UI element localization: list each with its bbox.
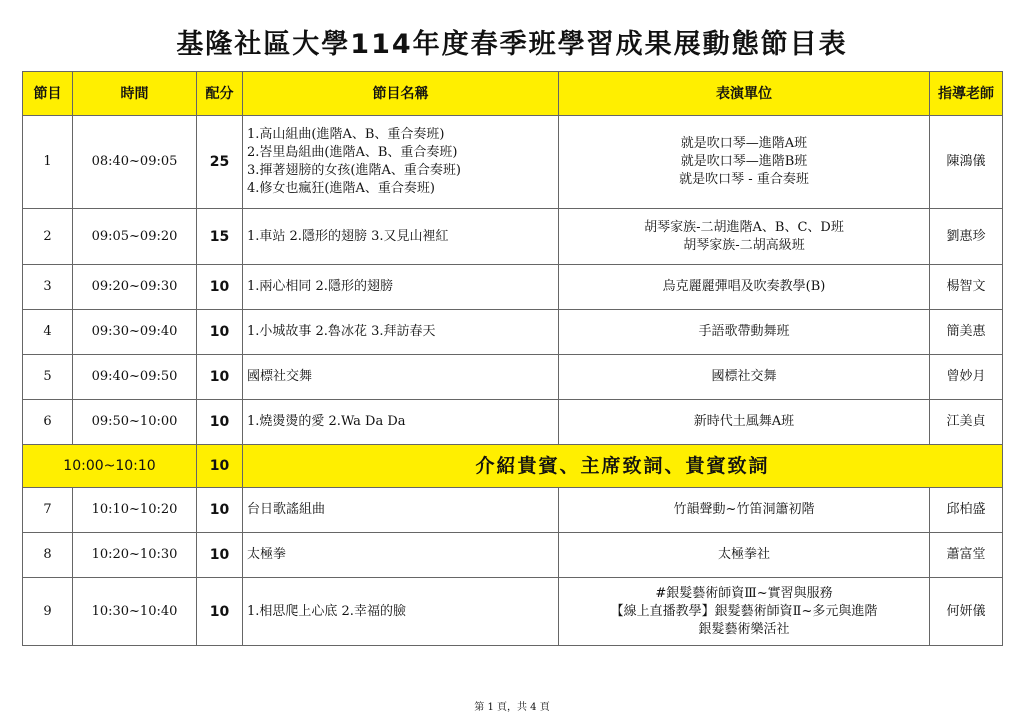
cell-unit	[559, 265, 930, 310]
cell-teacher: 邱柏盛	[930, 488, 1003, 533]
cell-unit	[559, 310, 930, 355]
cell-time: 09:20~09:30	[73, 265, 197, 310]
unit-line: 竹韻聲動~竹笛洞簫初階	[673, 502, 815, 517]
unit-line: 胡琴家族-二胡高級班	[683, 237, 805, 253]
unit-line: 就是吹口琴—進階B班	[680, 154, 808, 169]
table-row	[23, 209, 1003, 265]
cell-no: 7	[23, 488, 73, 533]
cell-program	[243, 355, 559, 400]
cell-duration: 10	[197, 265, 243, 310]
cell-program	[243, 116, 559, 209]
program-line: 3.揮著翅膀的女孩(進階A、重合奏班)	[247, 163, 461, 178]
program-line: 1.燒燙燙的愛 2.Wa Da Da	[247, 414, 406, 429]
table-row	[23, 578, 1003, 646]
cell-duration: 10	[197, 578, 243, 646]
program-line: 4.修女也瘋狂(進階A、重合奏班)	[247, 181, 435, 196]
program-line: 國標社交舞	[247, 369, 313, 384]
cell-no: 9	[23, 578, 73, 646]
unit-line: 手語歌帶動舞班	[698, 324, 790, 339]
cell-no: 3	[23, 265, 73, 310]
cell-teacher: 劉惠珍	[930, 209, 1003, 265]
cell-time: 10:10~10:20	[73, 488, 197, 533]
cell-teacher: 江美貞	[930, 400, 1003, 445]
header-duration: 配分	[197, 72, 243, 116]
unit-line: 就是吹口琴 - 重合奏班	[679, 172, 809, 187]
cell-program	[243, 400, 559, 445]
table-row	[23, 533, 1003, 578]
cell-no: 8	[23, 533, 73, 578]
cell-teacher: 簡美惠	[930, 310, 1003, 355]
cell-time: 09:40~09:50	[73, 355, 197, 400]
break-description: 介紹貴賓、主席致詞、貴賓致詞	[243, 445, 1003, 488]
cell-time: 09:50~10:00	[73, 400, 197, 445]
cell-time: 10:30~10:40	[73, 578, 197, 646]
cell-no: 1	[23, 116, 73, 209]
table-row	[23, 400, 1003, 445]
table-row	[23, 265, 1003, 310]
unit-line: 就是吹口琴—進階A班	[680, 136, 808, 151]
table-row	[23, 355, 1003, 400]
cell-no: 6	[23, 400, 73, 445]
program-line: 1.高山組曲(進階A、B、重合奏班)	[247, 127, 445, 142]
cell-no: 4	[23, 310, 73, 355]
unit-line: 太極拳社	[717, 547, 770, 562]
break-row	[23, 445, 1003, 488]
unit-line: 胡琴家族-二胡進階A、B、C、D班	[644, 219, 844, 235]
header-program: 節目名稱	[243, 72, 559, 116]
program-line: 台日歌謠組曲	[247, 502, 326, 517]
cell-duration: 10	[197, 400, 243, 445]
table-row	[23, 488, 1003, 533]
cell-duration: 10	[197, 533, 243, 578]
cell-duration: 15	[197, 209, 243, 265]
cell-no: 5	[23, 355, 73, 400]
cell-no: 2	[23, 209, 73, 265]
cell-time: 09:30~09:40	[73, 310, 197, 355]
program-line: 1.兩心相同 2.隱形的翅膀	[247, 279, 393, 294]
cell-unit	[559, 400, 930, 445]
break-duration: 10	[197, 445, 243, 488]
unit-line: 銀髮藝術樂活社	[698, 621, 790, 637]
header-row	[23, 72, 1003, 116]
cell-program	[243, 578, 559, 646]
unit-line: 新時代土風舞A班	[693, 414, 795, 429]
cell-teacher: 楊智文	[930, 265, 1003, 310]
page-title: 基隆社區大學114年度春季班學習成果展動態節目表	[176, 29, 848, 60]
program-line: 1.相思爬上心底 2.幸福的臉	[247, 603, 406, 619]
header-no: 節目	[23, 72, 73, 116]
unit-line: #銀髮藝術師資Ⅲ~實習與服務	[655, 585, 833, 601]
cell-teacher: 曾妙月	[930, 355, 1003, 400]
break-time: 10:00~10:10	[23, 445, 197, 488]
table-row	[23, 116, 1003, 209]
cell-program	[243, 533, 559, 578]
cell-duration: 10	[197, 488, 243, 533]
cell-time: 10:20~10:30	[73, 533, 197, 578]
cell-program	[243, 488, 559, 533]
cell-time: 08:40~09:05	[73, 116, 197, 209]
cell-program	[243, 265, 559, 310]
unit-line: 國標社交舞	[711, 369, 777, 384]
cell-time: 09:05~09:20	[73, 209, 197, 265]
cell-unit	[559, 355, 930, 400]
cell-teacher: 蕭富堂	[930, 533, 1003, 578]
unit-line: 烏克麗麗彈唱及吹奏教學(B)	[662, 279, 826, 294]
cell-teacher: 陳鴻儀	[930, 116, 1003, 209]
cell-unit	[559, 488, 930, 533]
header-teacher: 指導老師	[930, 72, 1003, 116]
page-number-footer: 第 1 頁，共 4 頁	[474, 702, 550, 713]
cell-unit	[559, 533, 930, 578]
header-time: 時間	[73, 72, 197, 116]
program-line: 太極拳	[247, 547, 287, 562]
cell-unit	[559, 209, 930, 265]
unit-line: 【線上直播教學】銀髮藝術師資Ⅱ~多元與進階	[610, 603, 878, 619]
cell-duration: 25	[197, 116, 243, 209]
program-schedule-table	[22, 71, 1003, 646]
header-unit: 表演單位	[559, 72, 930, 116]
cell-unit	[559, 116, 930, 209]
program-line: 1.車站 2.隱形的翅膀 3.又見山裡紅	[247, 228, 449, 244]
program-line: 1.小城故事 2.魯冰花 3.拜訪春天	[247, 324, 436, 339]
cell-duration: 10	[197, 310, 243, 355]
cell-unit	[559, 578, 930, 646]
cell-program	[243, 310, 559, 355]
cell-duration: 10	[197, 355, 243, 400]
cell-program	[243, 209, 559, 265]
program-line: 2.峇里島組曲(進階A、B、重合奏班)	[247, 145, 458, 160]
table-row	[23, 310, 1003, 355]
cell-teacher: 何妍儀	[930, 578, 1003, 646]
